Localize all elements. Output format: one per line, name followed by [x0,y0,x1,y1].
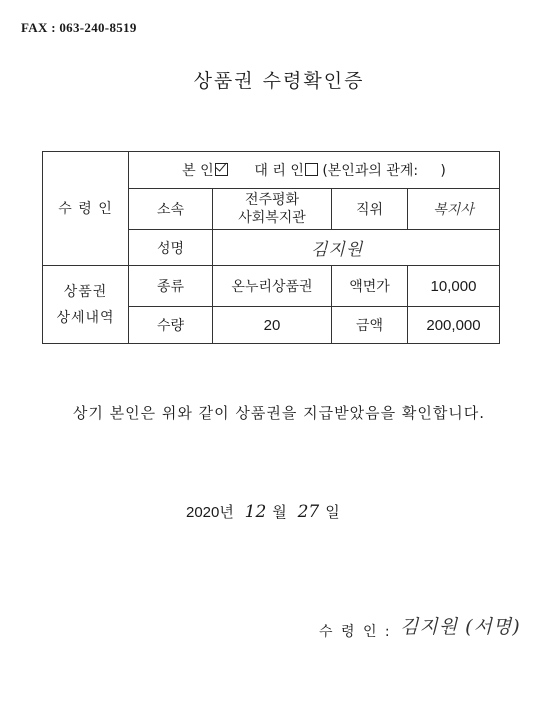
quantity-label: 수량 [129,307,213,344]
date-day: 27 [297,502,320,522]
affiliation-value-line2: 사회복지관 [238,210,306,226]
self-checkbox[interactable] [215,163,228,176]
date-year: 2020 [186,504,220,521]
face-value: 10,000 [408,266,500,307]
position-value: 복지사 [408,189,500,230]
name-label: 성명 [129,230,213,266]
voucher-section-label [43,266,129,344]
voucher-section-label-line2: 상세내역 [56,309,115,326]
date-month: 12 [244,502,267,522]
signature-label: 수 령 인 : [319,624,392,640]
relation-label: (본인과의 관계: [322,163,419,179]
type-value: 온누리상품권 [213,266,332,307]
proxy-checkbox[interactable] [305,163,318,176]
amount-value: 200,000 [408,307,500,344]
position-label: 직위 [332,189,408,230]
signature-mark: (서명) [465,616,521,638]
confirmation-statement: 상기 본인은 위와 같이 상품권을 지급받았음을 확인합니다. [72,404,486,422]
proxy-label: 대 리 인 [254,163,304,179]
face-value-label: 액면가 [332,266,408,307]
amount-label: 금액 [332,307,408,344]
quantity-value: 20 [213,307,332,344]
recipient-section-label: 수 령 인 [43,152,129,266]
issue-date [186,501,340,522]
date-year-unit: 년 [219,503,234,521]
voucher-section-label-line1: 상품권 [63,283,108,300]
self-label: 본 인 [182,163,214,179]
type-label: 종류 [129,266,213,307]
relation-close: ) [440,163,446,179]
name-value: 김지원 [213,230,500,266]
affiliation-value-line1: 전주평화 [244,192,300,208]
recipient-type-row [129,152,500,189]
signature-area [400,612,521,639]
affiliation-label: 소속 [129,189,213,230]
fax-number: FAX : 063-240-8519 [21,20,137,35]
document-title: 상품권 수령확인증 [193,70,365,92]
affiliation-value [213,189,332,230]
signature-name: 김지원 [400,616,459,638]
date-day-unit: 일 [325,503,340,521]
receipt-form-table [42,151,500,344]
date-month-unit: 월 [272,503,287,521]
